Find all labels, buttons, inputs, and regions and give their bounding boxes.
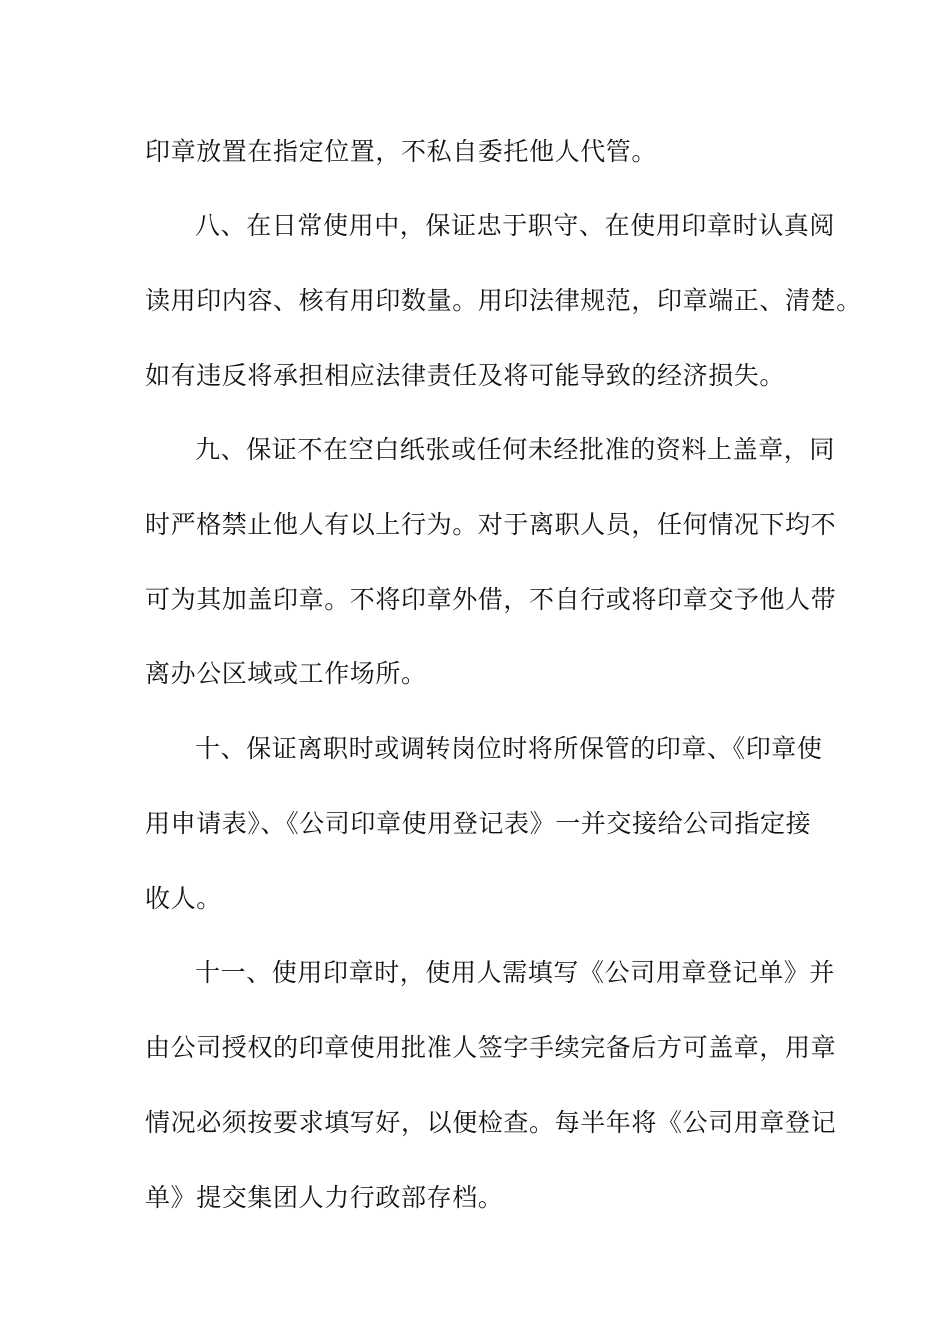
clause-10-line-1: 十、保证离职时或调转岗位时将所保管的印章、《印章使 [195,734,823,763]
clause-11-line-4: 单》提交集团人力行政部存档。 [145,1183,504,1212]
clause-11-line-3: 情况必须按要求填写好，以便检查。每半年将《公司用章登记 [145,1108,837,1137]
clause-9-line-4: 离办公区域或工作场所。 [145,659,427,688]
clause-9-line-3: 可为其加盖印章。不将印章外借，不自行或将印章交予他人带 [145,585,837,614]
clause-10-line-2: 用申请表》、《公司印章使用登记表》一并交接给公司指定接 [145,809,812,838]
clause-9-line-2: 时严格禁止他人有以上行为。对于离职人员，任何情况下均不 [145,510,837,539]
text-line-1: 印章放置在指定位置，不私自委托他人代管。 [145,137,658,166]
clause-8-line-3: 如有违反将承担相应法律责任及将可能导致的经济损失。 [145,361,786,390]
clause-11-line-1: 十一、使用印章时，使用人需填写《公司用章登记单》并 [195,958,836,987]
clause-8-line-2: 读用印内容、核有用印数量。用印法律规范，印章端正、清楚。 [145,286,862,315]
clause-9-line-1: 九、保证不在空白纸张或任何未经批准的资料上盖章，同 [195,435,836,464]
clause-11-line-2: 由公司授权的印章使用批准人签字手续完备后方可盖章，用章 [145,1033,837,1062]
clause-10-line-3: 收人。 [145,884,222,913]
clause-8-line-1: 八、在日常使用中，保证忠于职守、在使用印章时认真阅 [195,211,836,240]
